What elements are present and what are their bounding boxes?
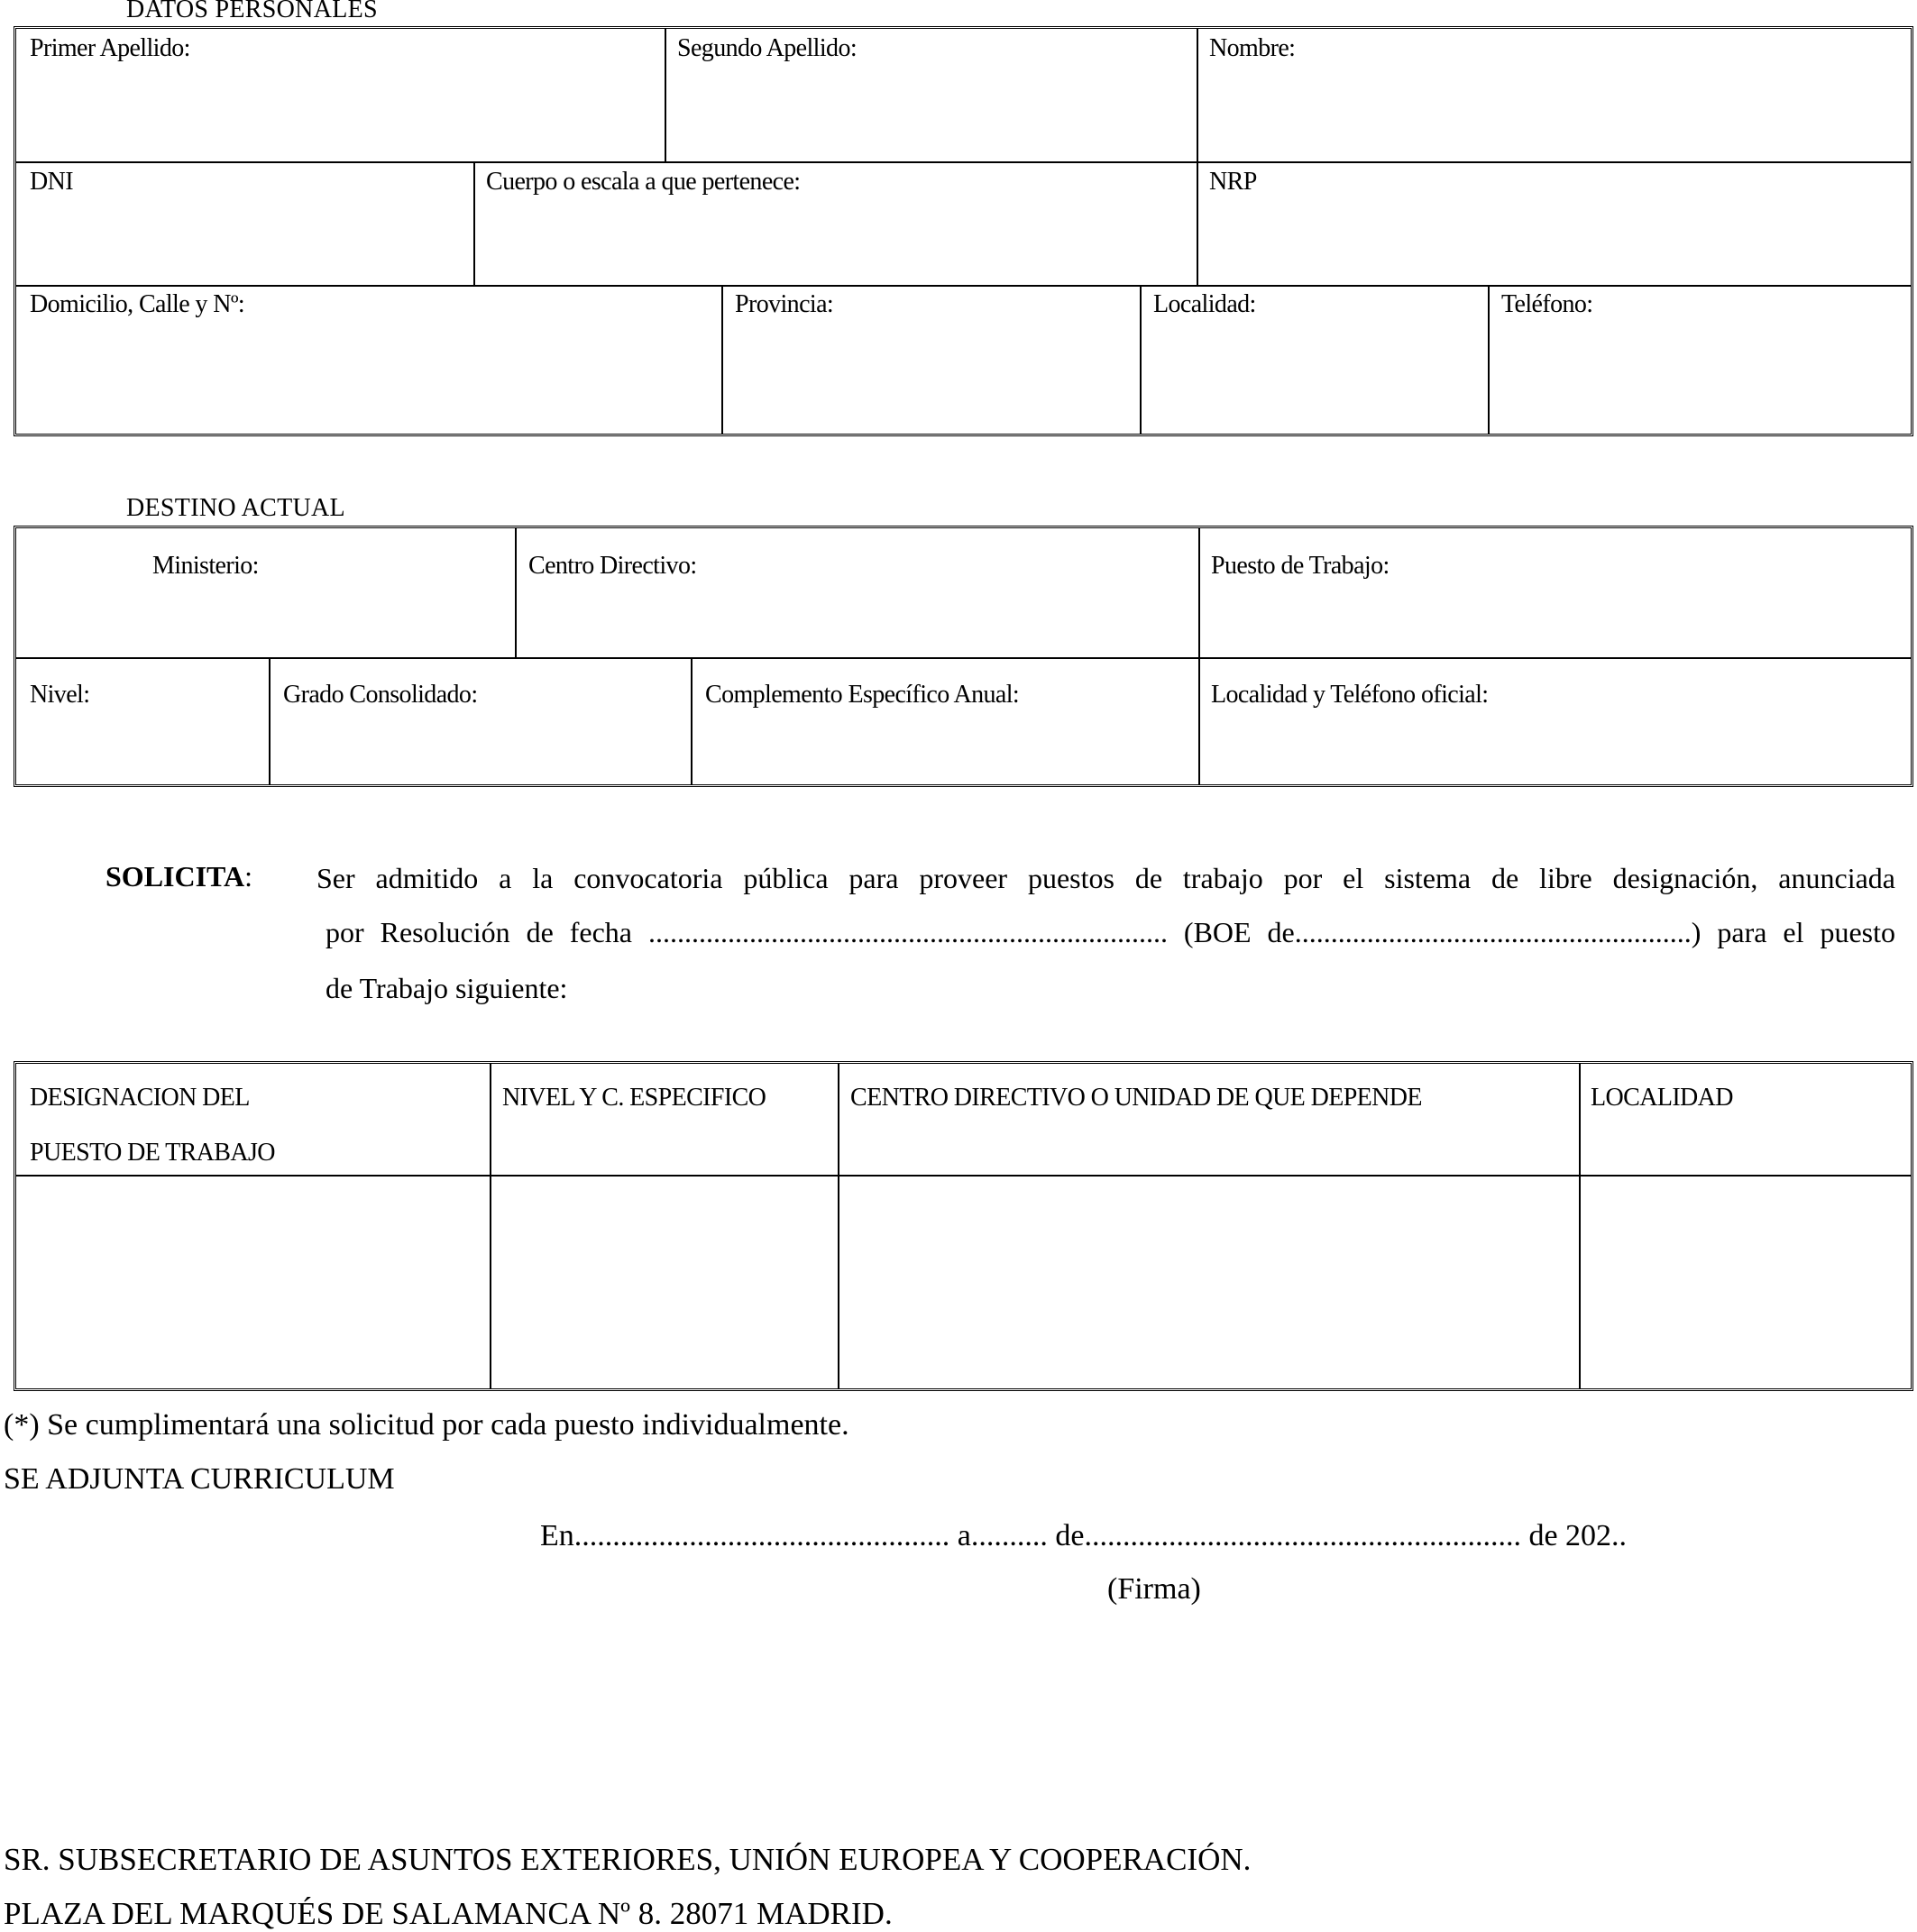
cuerpo-escala-label: Cuerpo o escala a que pertenece: [486, 168, 801, 196]
table-col-divider [490, 1064, 491, 1388]
table-col-divider [1197, 29, 1198, 161]
solicita-label [105, 860, 252, 893]
curriculum-note: SE ADJUNTA CURRICULUM [4, 1462, 395, 1496]
table-col-divider [1579, 1064, 1581, 1388]
telefono-label: Teléfono: [1501, 290, 1593, 318]
table-row-divider [16, 657, 1911, 659]
table-col-divider [1197, 163, 1198, 285]
place-date-line: En................................................. a.......... de......................................................... de 202.. [540, 1519, 1628, 1552]
destino-actual-title: DESTINO ACTUAL [126, 494, 345, 522]
localidad-header: LOCALIDAD [1591, 1084, 1733, 1112]
destino-actual-table [14, 526, 1913, 787]
centro-unidad-header: CENTRO DIRECTIVO O UNIDAD DE QUE DEPENDE [850, 1084, 1422, 1112]
table-col-divider [665, 29, 666, 161]
designacion-header-line-1: DESIGNACION DEL [30, 1084, 250, 1112]
centro-directivo-label: Centro Directivo: [528, 552, 697, 580]
solicita-text-line-2: por Resolución de fecha ........................................................................ (BOE de.......................................................) para el puesto [326, 916, 1895, 948]
addressee-line-1: SR. SUBSECRETARIO DE ASUNTOS EXTERIORES, UNIÓN EUROPEA Y COOPERACIÓN. [4, 1842, 1252, 1877]
table-col-divider [515, 528, 517, 657]
puesto-trabajo-label: Puesto de Trabajo: [1211, 552, 1390, 580]
dni-label: DNI [30, 168, 73, 196]
nombre-label: Nombre: [1209, 34, 1296, 62]
individual-note: (*) Se cumplimentará una solicitud por cada puesto individualmente. [4, 1408, 849, 1442]
designacion-header-line-2: PUESTO DE TRABAJO [30, 1139, 275, 1167]
table-row-divider [16, 285, 1911, 287]
table-col-divider [1198, 659, 1200, 784]
table-col-divider [473, 163, 475, 285]
datos-personales-table [14, 26, 1913, 436]
table-col-divider [691, 659, 693, 784]
table-col-divider [269, 659, 271, 784]
table-row-divider [16, 161, 1911, 163]
solicita-label-text: SOLICITA [105, 860, 245, 893]
solicita-colon: : [244, 860, 253, 893]
solicita-text-line-1: Ser admitido a la convocatoria pública para proveer puestos de trabajo por el sistema de libre designación, anunciada [316, 862, 1895, 894]
addressee-line-2: PLAZA DEL MARQUÉS DE SALAMANCA Nº 8. 28071 MADRID. [4, 1896, 893, 1931]
domicilio-label: Domicilio, Calle y Nº: [30, 290, 245, 318]
datos-personales-title: DATOS PERSONALES [126, 0, 378, 23]
table-header-divider [16, 1175, 1911, 1177]
provincia-label: Provincia: [735, 290, 834, 318]
grado-consolidado-label: Grado Consolidado: [283, 681, 478, 709]
complemento-especifico-label: Complemento Específico Anual: [705, 681, 1020, 709]
table-col-divider [838, 1064, 839, 1388]
table-col-divider [1488, 287, 1490, 434]
ministerio-label: Ministerio: [152, 552, 259, 580]
segundo-apellido-label: Segundo Apellido: [677, 34, 858, 62]
primer-apellido-label: Primer Apellido: [30, 34, 190, 62]
firma-label: (Firma) [1107, 1572, 1201, 1606]
table-col-divider [1198, 528, 1200, 657]
localidad-label: Localidad: [1153, 290, 1256, 318]
localidad-telefono-oficial-label: Localidad y Teléfono oficial: [1211, 681, 1489, 709]
nivel-label: Nivel: [30, 681, 90, 709]
nrp-label: NRP [1209, 168, 1257, 196]
nivel-especifico-header: NIVEL Y C. ESPECIFICO [502, 1084, 766, 1112]
table-col-divider [1140, 287, 1142, 434]
table-col-divider [721, 287, 723, 434]
solicita-text-line-3: de Trabajo siguiente: [326, 972, 568, 1004]
